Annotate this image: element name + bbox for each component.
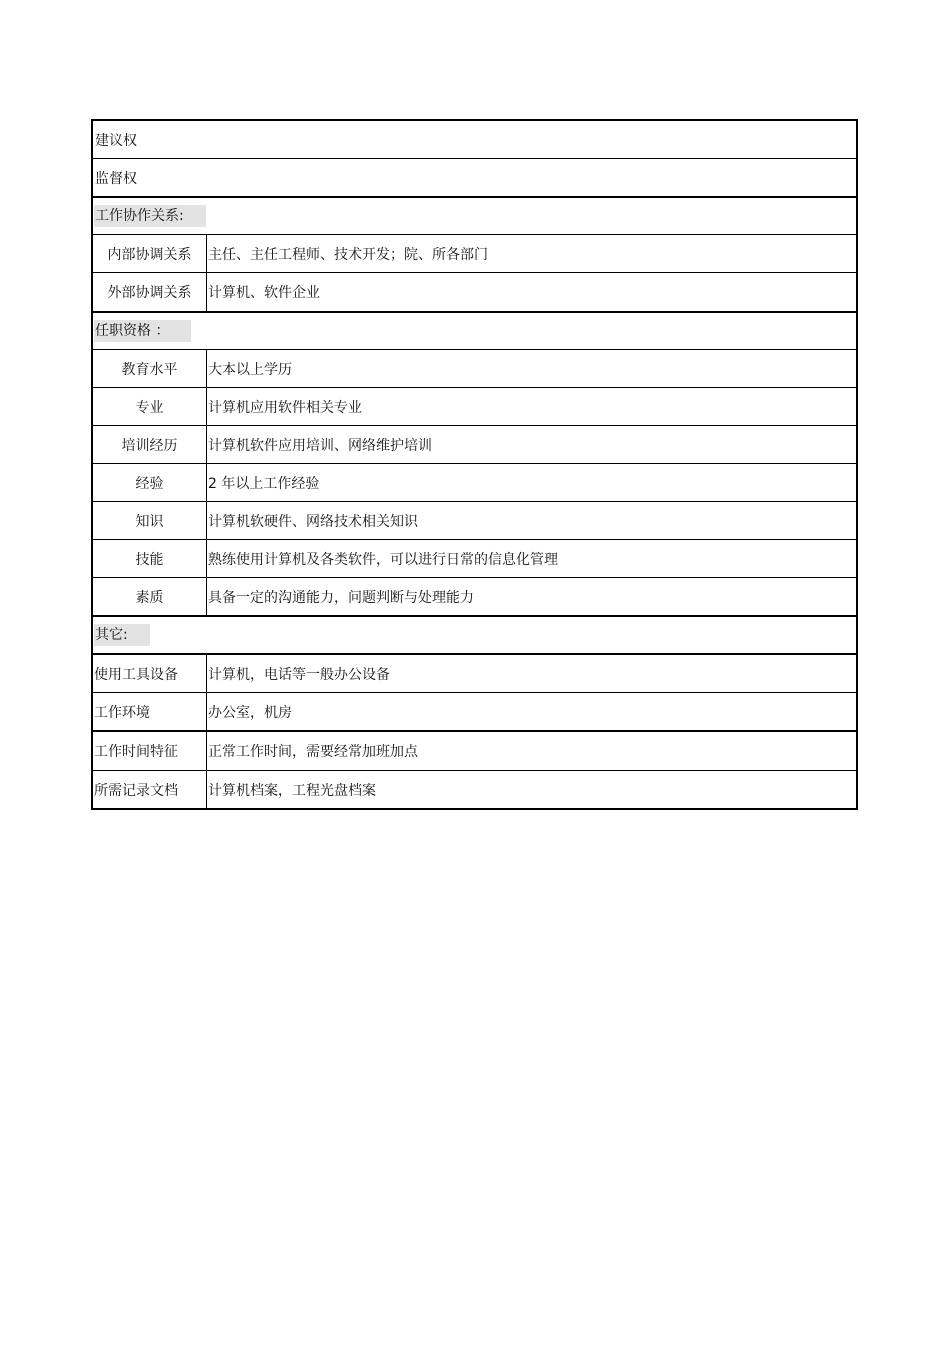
records-label: 所需记录文档 <box>93 771 207 808</box>
table-row <box>93 655 856 693</box>
environment-label: 工作环境 <box>93 693 207 730</box>
collaboration-heading: 工作协作关系: <box>94 205 206 227</box>
tools-value: 计算机，电话等一般办公设备 <box>208 666 390 683</box>
education-label: 教育水平 <box>93 350 207 387</box>
authority-suggest-row <box>93 121 856 159</box>
table-row <box>93 350 856 388</box>
collaboration-heading-row <box>93 198 856 235</box>
table-row <box>93 388 856 426</box>
job-description-table <box>91 119 858 810</box>
major-value: 计算机应用软件相关专业 <box>208 399 362 416</box>
internal-coordination-label: 内部协调关系 <box>93 235 207 272</box>
table-row <box>93 771 856 808</box>
experience-label: 经验 <box>93 464 207 501</box>
table-row <box>93 273 856 313</box>
skills-value: 熟练使用计算机及各类软件，可以进行日常的信息化管理 <box>208 551 558 568</box>
other-heading-row <box>93 617 856 655</box>
knowledge-label: 知识 <box>93 502 207 539</box>
quality-value: 具备一定的沟通能力，问题判断与处理能力 <box>208 589 474 606</box>
knowledge-value: 计算机软硬件、网络技术相关知识 <box>208 513 418 530</box>
authority-supervise-cell: 监督权 <box>95 170 137 187</box>
training-value: 计算机软件应用培训、网络维护培训 <box>208 437 432 454</box>
work-time-value: 正常工作时间，需要经常加班加点 <box>208 744 418 760</box>
records-value: 计算机档案，工程光盘档案 <box>208 782 376 799</box>
quality-label: 素质 <box>93 578 207 615</box>
external-coordination-value: 计算机、软件企业 <box>208 285 320 301</box>
environment-value: 办公室，机房 <box>208 704 292 721</box>
qualifications-heading-row <box>93 313 856 350</box>
table-row <box>93 540 856 578</box>
table-row <box>93 732 856 771</box>
table-row <box>93 502 856 540</box>
training-label: 培训经历 <box>93 426 207 463</box>
major-label: 专业 <box>93 388 207 425</box>
experience-value: 2 年以上工作经验 <box>208 475 320 492</box>
internal-coordination-value: 主任、主任工程师、技术开发；院、所各部门 <box>208 246 488 263</box>
work-time-label: 工作时间特征 <box>93 732 207 770</box>
other-heading: 其它: <box>94 624 150 646</box>
table-row <box>93 578 856 617</box>
table-row <box>93 693 856 732</box>
tools-label: 使用工具设备 <box>93 655 207 692</box>
skills-label: 技能 <box>93 540 207 577</box>
external-coordination-label: 外部协调关系 <box>93 273 207 311</box>
table-row <box>93 464 856 502</box>
authority-suggest-cell: 建议权 <box>95 132 137 149</box>
qualifications-heading: 任职资格 ： <box>94 320 191 342</box>
education-value: 大本以上学历 <box>208 361 292 378</box>
table-row <box>93 235 856 273</box>
table-row <box>93 426 856 464</box>
authority-supervise-row <box>93 159 856 198</box>
